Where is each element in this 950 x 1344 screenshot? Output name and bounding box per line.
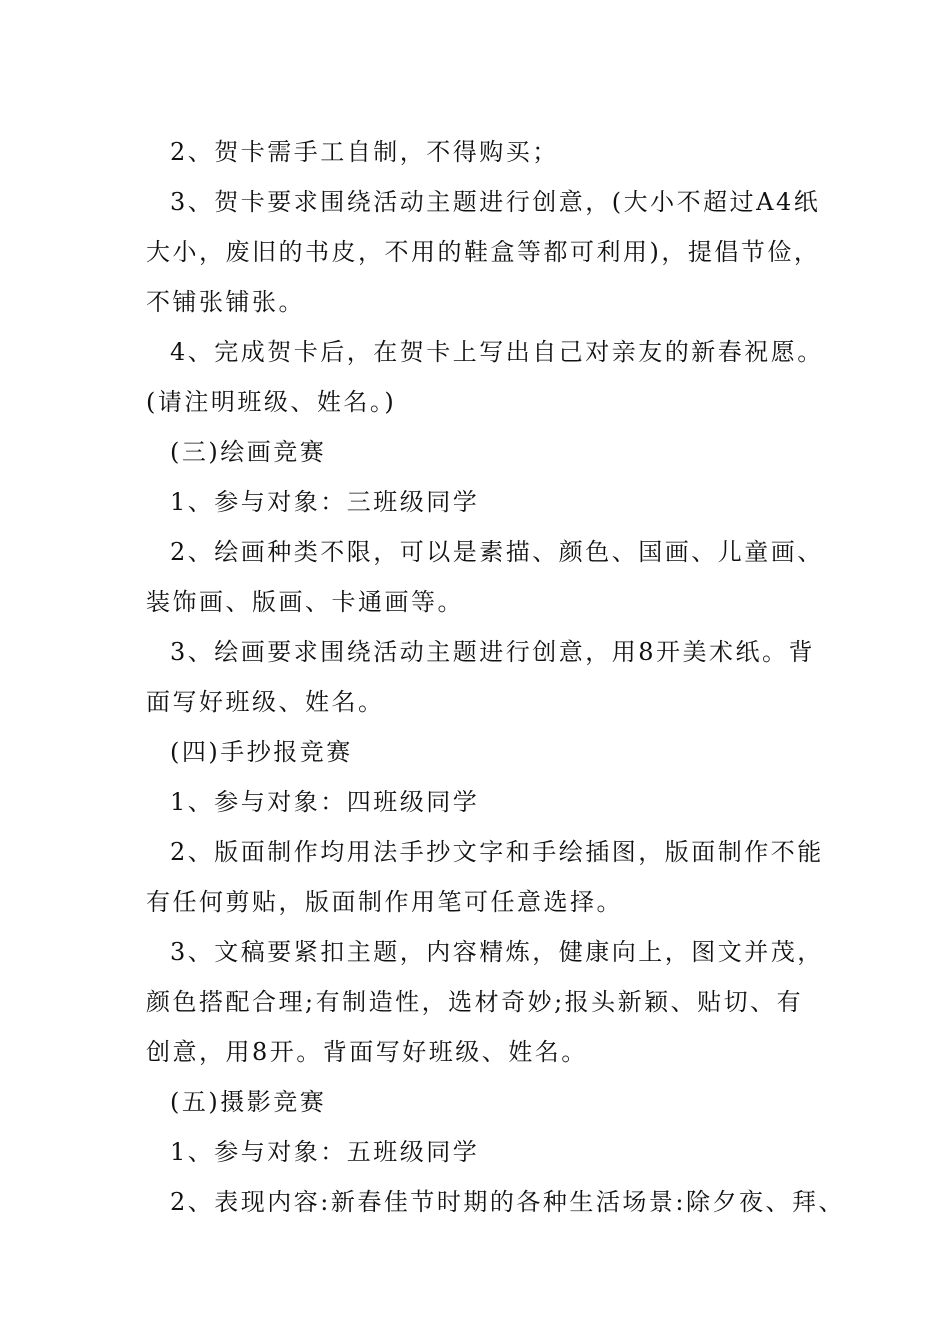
document-body (146, 127, 845, 1227)
paragraph-line: 颜色搭配合理;有制造性，选材奇妙;报头新颖、贴切、有 (146, 988, 804, 1016)
paragraph-line: 2、绘画种类不限，可以是素描、颜色、国画、儿童画、 (170, 538, 824, 566)
paragraph-line: (请注明班级、姓名。) (146, 388, 397, 416)
paragraph-line: 有任何剪贴，版面制作用笔可任意选择。 (146, 888, 623, 916)
paragraph-line: 大小，废旧的书皮，不用的鞋盒等都可利用)，提倡节俭， (146, 238, 821, 266)
paragraph-line: 装饰画、版画、卡通画等。 (146, 588, 464, 616)
paragraph-line: 1、参与对象：四班级同学 (170, 788, 480, 816)
paragraph-line: 1、参与对象：三班级同学 (170, 488, 480, 516)
paragraph-line: 面写好班级、姓名。 (146, 688, 385, 716)
paragraph-line: 1、参与对象：五班级同学 (170, 1138, 480, 1166)
paragraph-line: 3、文稿要紧扣主题，内容精炼，健康向上，图文并茂， (170, 938, 824, 966)
paragraph-line: 3、绘画要求围绕活动主题进行创意，用8开美术纸。背 (170, 638, 816, 666)
paragraph-line: 3、贺卡要求围绕活动主题进行创意，(大小不超过A4纸 (170, 188, 821, 216)
paragraph-line: 2、版面制作均用法手抄文字和手绘插图，版面制作不能 (170, 838, 824, 866)
paragraph-line: 2、贺卡需手工自制，不得购买； (170, 138, 559, 166)
paragraph-line: 创意，用8开。背面写好班级、姓名。 (146, 1038, 588, 1066)
section-heading: (三)绘画竞赛 (170, 438, 327, 466)
paragraph-line: 2、表现内容:新春佳节时期的各种生活场景:除夕夜、拜、 (170, 1188, 845, 1216)
paragraph-line: 不铺张铺张。 (146, 288, 305, 316)
section-heading: (五)摄影竞赛 (170, 1088, 327, 1116)
paragraph-line: 4、完成贺卡后，在贺卡上写出自己对亲友的新春祝愿。 (170, 338, 824, 366)
section-heading: (四)手抄报竞赛 (170, 738, 353, 766)
